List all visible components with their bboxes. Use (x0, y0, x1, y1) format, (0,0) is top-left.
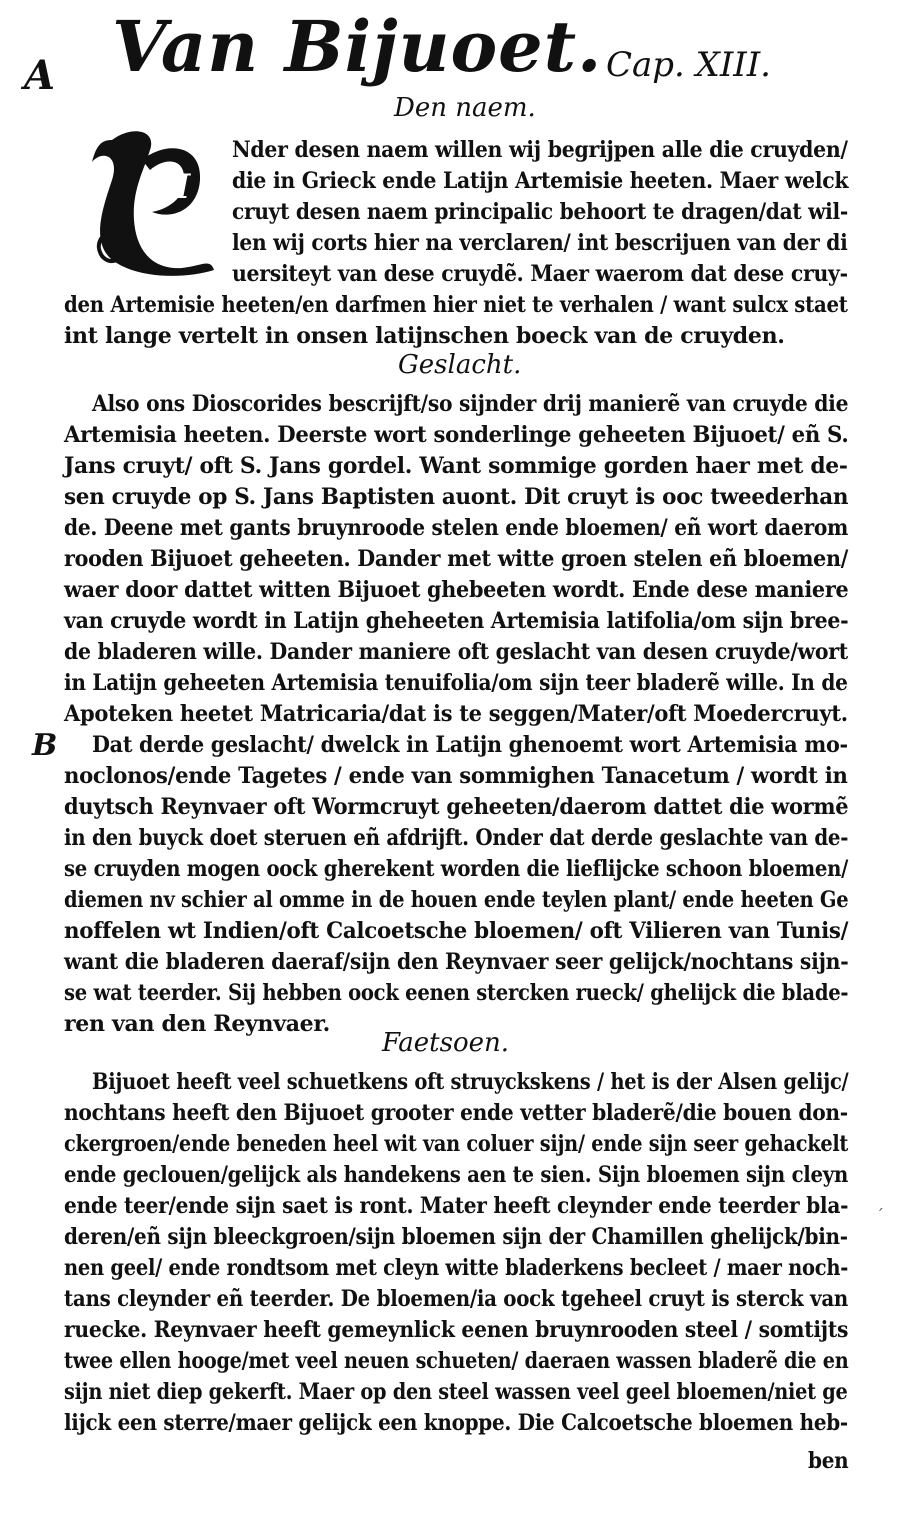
section-heading-faetsoen: Faetsoen. (382, 1028, 510, 1058)
chapter-number: Cap. XIII. (606, 45, 771, 85)
text-line: ende teer/ende sijn saet is ront. Mater heeft cleynder ende teerder bla- (64, 1193, 849, 1219)
text-line: se wat teerder. Sij hebben oock eenen stercken rueck/ ghelijck die blade- (64, 980, 849, 1006)
text-line: den Artemisie heeten/en darfmen hier niet te verhalen / want sulcx staet (64, 292, 848, 318)
text-line: tans cleynder eñ teerder. De bloemen/ia oock tgeheel cruyt is sterck van (64, 1286, 849, 1312)
text-line: noclonos/ende Tagetes / ende van sommighen Tanacetum / wordt in (64, 763, 848, 789)
text-line: nochtans heeft den Bijuoet grooter ende vetter bladerẽ/die bouen don- (64, 1100, 848, 1126)
text-line: duytsch Reynvaer oft Wormcruyt geheeten/daerom dattet die wormẽ (64, 794, 849, 820)
text-line: de bladeren wille. Dander maniere oft geslacht van desen cruyde/wort (64, 639, 848, 665)
text-line: diemen nv schier al omme in de houen ende teylen plant/ ende heeten Ge (64, 887, 849, 913)
text-line: in den buyck doet steruen eñ afdrijft. Onder dat derde geslachte van de- (64, 825, 849, 851)
page-title: Van Bijuoet. (112, 5, 603, 88)
text-line: sijn niet diep gekerft. Maer op den steel wassen veel geel bloemen/niet ge (64, 1379, 848, 1405)
section-heading-geslacht: Geslacht. (398, 350, 522, 380)
text-line: in Latijn geheeten Artemisia tenuifolia/om sijn teer bladerẽ wille. In de (64, 670, 848, 696)
page-signature-letter: A (24, 52, 56, 99)
text-line: deren/eñ sijn bleeckgroen/sijn bloemen sijn der Chamillen ghelijck/bin- (64, 1224, 848, 1250)
text-line: Jans cruyt/ oft S. Jans gordel. Want sommige gorden haer met de- (64, 453, 848, 479)
text-line: Bijuoet heeft veel schuetkens oft struyckskens / het is der Alsen gelijc/ (92, 1069, 849, 1095)
text-line: Also ons Dioscorides bescrijft/so sijnder drij manierẽ van cruyde die (92, 391, 849, 417)
text-line: Apoteken heetet Matricaria/dat is te seggen/Mater/oft Moedercruyt. (64, 701, 848, 727)
text-line: Nder desen naem willen wij begrijpen alle die cruyden/ (232, 137, 848, 163)
catchword: ben (808, 1448, 849, 1474)
text-line: ren van den Reynvaer. (64, 1011, 330, 1037)
drop-cap-letter: H (158, 167, 191, 207)
text-line: int lange vertelt in onsen latijnschen boeck van de cruyden. (64, 323, 785, 349)
text-line: twee ellen hooge/met veel neuen schueten/ daeraen wassen bladerẽ die en (64, 1348, 849, 1374)
text-line: Artemisia heeten. Deerste wort sonderlinge geheeten Bijuoet/ eñ S. (64, 422, 849, 448)
text-line: Dat derde geslacht/ dwelck in Latijn ghenoemt wort Artemisia mo- (92, 732, 848, 758)
text-line: ende geclouen/gelijck als handekens aen te sien. Sijn bloemen sijn cleyn (64, 1162, 849, 1188)
text-line: sen cruyde op S. Jans Baptisten auont. Dit cruyt is ooc tweederhan (64, 484, 849, 510)
text-line: se cruyden mogen oock gherekent worden die lieflijcke schoon bloemen/ (64, 856, 849, 882)
text-line: ruecke. Reynvaer heeft gemeynlick eenen bruynrooden steel / somtijts (64, 1317, 849, 1343)
text-line: van cruyde wordt in Latijn gheheeten Artemisia latifolia/om sijn bree- (64, 608, 849, 634)
text-line: rooden Bijuoet geheeten. Dander met witte groen stelen eñ bloemen/ (64, 546, 848, 572)
margin-marker-b: B (32, 728, 58, 763)
text-line: uersiteyt van dese cruydẽ. Maer waerom dat dese cruy- (232, 261, 848, 287)
text-line: want die bladeren daeraf/sijn den Reynvaer seer gelijck/nochtans sijn- (64, 949, 849, 975)
section-heading-naem: Den naem. (394, 93, 536, 123)
text-line: waer door dattet witten Bijuoet ghebeeten wordt. Ende dese maniere (64, 577, 849, 603)
text-line: noffelen wt Indien/oft Calcoetsche bloemen/ oft Vilieren van Tunis/ (64, 918, 849, 944)
text-line: de. Deene met gants bruynroode stelen ende bloemen/ eñ wort daerom (64, 515, 849, 541)
margin-tick-mark: ´ (876, 1206, 884, 1225)
text-line: die in Grieck ende Latijn Artemisie heeten. Maer welck (232, 168, 849, 194)
text-line: len wij corts hier na verclaren/ int bescrijuen van der di (232, 230, 848, 256)
decorated-initial-h (72, 120, 222, 280)
text-line: ckergroen/ende beneden heel wit van coluer sijn/ ende sijn seer gehackelt (64, 1131, 849, 1157)
text-line: nen geel/ ende rondtsom met cleyn witte bladerkens becleet / maer noch- (64, 1255, 849, 1281)
text-line: lijck een sterre/maer gelijck een knoppe. Die Calcoetsche bloemen heb- (64, 1410, 848, 1436)
text-line: cruyt desen naem principalic behoort te dragen/dat wil- (232, 199, 849, 225)
